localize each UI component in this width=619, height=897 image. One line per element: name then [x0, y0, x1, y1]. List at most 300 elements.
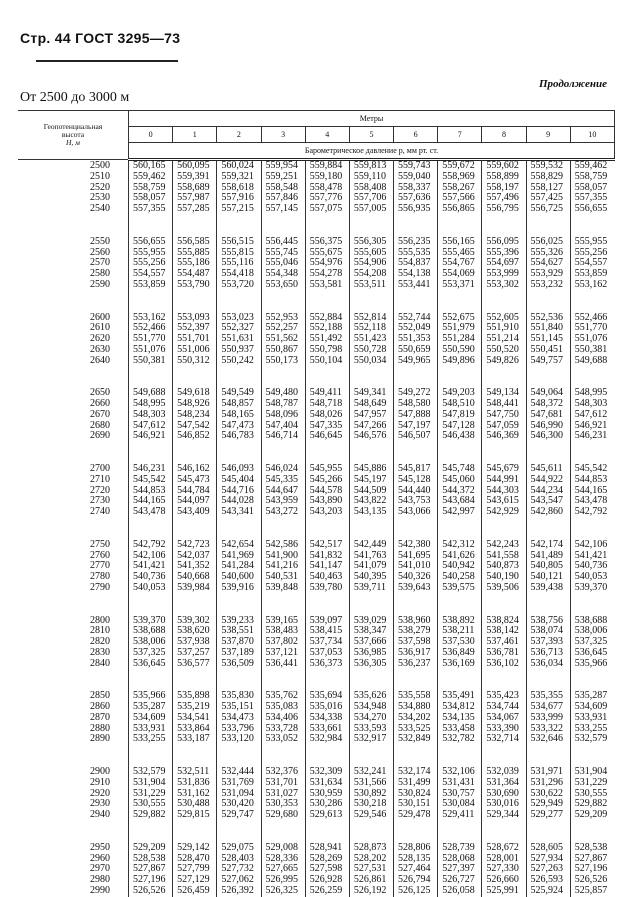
pressure-cell: 537,802	[261, 637, 305, 648]
spacer-cell	[570, 821, 614, 843]
pressure-cell: 560,095	[173, 160, 217, 172]
pressure-cell: 535,287	[570, 691, 614, 702]
height-cell: 2620	[90, 333, 110, 344]
height-cell: 2780	[90, 571, 110, 582]
spacer-cell	[173, 821, 217, 843]
pressure-cell: 544,922	[526, 475, 570, 486]
pressure-cell: 528,135	[394, 854, 438, 865]
pressure-cell: 546,783	[217, 431, 261, 442]
spacer-cell	[482, 291, 526, 313]
spacer-cell	[438, 594, 482, 616]
table-row	[18, 648, 615, 659]
height-cell: 2990	[90, 884, 110, 896]
pressure-cell: 548,926	[173, 399, 217, 410]
column-header: 0	[129, 127, 173, 143]
pressure-cell: 535,016	[305, 702, 349, 713]
pressure-cell: 529,411	[438, 810, 482, 821]
group-spacer	[18, 215, 615, 237]
table-row	[18, 583, 615, 594]
spacer-cell	[305, 745, 349, 767]
pressure-cell: 546,369	[482, 431, 526, 442]
height-cell: 2570	[90, 257, 110, 269]
pressure-cell: 540,258	[438, 572, 482, 583]
height-cell: 2560	[90, 246, 110, 258]
spacer-cell	[438, 821, 482, 843]
height-cell: 2820	[90, 636, 110, 647]
pressure-cell: 551,770	[570, 323, 614, 334]
pressure-cell: 529,209	[129, 843, 173, 854]
pressure-cell: 529,277	[526, 810, 570, 821]
pressure-cell: 546,093	[217, 464, 261, 475]
height-cell: 2790	[90, 581, 110, 593]
height-cell: 2740	[90, 506, 110, 517]
pressure-cell: 546,852	[173, 431, 217, 442]
pressure-cell: 531,296	[526, 778, 570, 789]
pressure-cell: 532,241	[349, 767, 393, 778]
height-cell: 2690	[90, 430, 110, 442]
pressure-cell: 537,530	[438, 637, 482, 648]
pressure-cell: 550,381	[570, 345, 614, 356]
pressure-cell: 552,397	[173, 323, 217, 334]
pressure-cell: 533,390	[482, 724, 526, 735]
pressure-cell: 534,609	[570, 702, 614, 713]
pressure-cell: 541,489	[526, 551, 570, 562]
pressure-cell: 548,510	[438, 399, 482, 410]
pressure-cell: 555,815	[217, 248, 261, 259]
pressure-cell: 537,870	[217, 637, 261, 648]
pressure-cell: 538,483	[261, 626, 305, 637]
spacer-cell	[261, 215, 305, 237]
pressure-cell: 528,605	[526, 843, 570, 854]
table-row	[18, 160, 615, 172]
pressure-cell: 526,125	[394, 886, 438, 897]
pressure-cell: 537,666	[349, 637, 393, 648]
column-header: 10	[570, 127, 614, 143]
pressure-cell: 534,067	[482, 713, 526, 724]
spacer-cell	[217, 594, 261, 616]
pressure-cell: 546,921	[570, 421, 614, 432]
spacer-cell	[438, 442, 482, 464]
pressure-cell: 529,209	[570, 810, 614, 821]
pressure-cell: 530,555	[570, 789, 614, 800]
pressure-cell: 551,492	[305, 334, 349, 345]
pressure-cell: 556,655	[570, 204, 614, 215]
pressure-cell: 553,999	[482, 269, 526, 280]
spacer-cell	[129, 821, 173, 843]
height-cell: 2940	[90, 809, 110, 820]
spacer-cell	[18, 669, 129, 691]
pressure-cell: 537,598	[394, 637, 438, 648]
table-body	[18, 160, 615, 897]
height-cell: 2500	[90, 159, 110, 171]
pressure-cell: 536,645	[570, 648, 614, 659]
table-row	[18, 410, 615, 421]
height-cell: 2850	[90, 690, 110, 702]
pressure-cell: 558,127	[526, 183, 570, 194]
height-cell: 2720	[90, 484, 110, 496]
pressure-cell: 541,216	[261, 561, 305, 572]
pressure-cell: 552,327	[217, 323, 261, 334]
pressure-cell: 545,611	[526, 464, 570, 475]
pressure-cell: 554,278	[305, 269, 349, 280]
pressure-cell: 554,557	[129, 269, 173, 280]
pressure-cell: 532,782	[438, 734, 482, 745]
pressure-cell: 551,631	[217, 334, 261, 345]
pressure-cell: 540,805	[526, 561, 570, 572]
pressure-cell: 537,325	[570, 637, 614, 648]
range-title: От 2500 до 3000 м	[20, 90, 130, 105]
pressure-cell: 557,355	[570, 193, 614, 204]
pressure-cell: 533,458	[438, 724, 482, 735]
pressure-cell: 557,215	[217, 204, 261, 215]
pressure-cell: 550,381	[129, 356, 173, 367]
pressure-cell: 542,792	[129, 540, 173, 551]
height-cell: 2530	[90, 192, 110, 204]
pressure-cell: 556,935	[394, 204, 438, 215]
pressure-cell: 554,976	[305, 258, 349, 269]
pressure-cell: 551,006	[173, 345, 217, 356]
header-rule	[36, 60, 178, 62]
spacer-cell	[261, 442, 305, 464]
pressure-cell: 545,473	[173, 475, 217, 486]
pressure-cell: 526,392	[217, 886, 261, 897]
pressure-cell: 529,882	[570, 799, 614, 810]
pressure-cell: 536,645	[129, 659, 173, 670]
pressure-cell: 553,093	[173, 313, 217, 324]
column-header: 2	[217, 127, 261, 143]
pressure-cell: 530,286	[305, 799, 349, 810]
pressure-cell: 549,896	[438, 356, 482, 367]
spacer-cell	[570, 291, 614, 313]
pressure-cell: 535,491	[438, 691, 482, 702]
spacer-cell	[173, 215, 217, 237]
pressure-cell: 535,083	[261, 702, 305, 713]
table-row	[18, 713, 615, 724]
pressure-cell: 558,829	[526, 172, 570, 183]
pressure-cell: 540,395	[349, 572, 393, 583]
height-cell: 2680	[90, 419, 110, 431]
spacer-cell	[18, 821, 129, 843]
pressure-cell: 541,079	[349, 561, 393, 572]
spacer-cell	[438, 291, 482, 313]
spacer-cell	[570, 594, 614, 616]
pressure-cell: 559,743	[394, 160, 438, 172]
pressure-cell: 532,849	[394, 734, 438, 745]
pressure-cell: 558,057	[129, 193, 173, 204]
spacer-cell	[217, 291, 261, 313]
pressure-cell: 547,957	[349, 410, 393, 421]
pressure-cell: 542,517	[305, 540, 349, 551]
pressure-cell: 535,355	[526, 691, 570, 702]
pressure-cell: 548,303	[570, 399, 614, 410]
spacer-cell	[482, 821, 526, 843]
pressure-cell: 551,214	[482, 334, 526, 345]
pressure-cell: 546,024	[261, 464, 305, 475]
spacer-cell	[305, 215, 349, 237]
pressure-cell: 552,953	[261, 313, 305, 324]
column-header: 1	[173, 127, 217, 143]
pressure-cell: 550,728	[349, 345, 393, 356]
pressure-cell: 530,824	[394, 789, 438, 800]
pressure-cell: 541,900	[261, 551, 305, 562]
pressure-cell: 529,613	[305, 810, 349, 821]
pressure-cell: 556,725	[526, 204, 570, 215]
pressure-cell: 553,371	[438, 280, 482, 291]
spacer-cell	[570, 745, 614, 767]
spacer-cell	[129, 594, 173, 616]
pressure-cell: 550,659	[394, 345, 438, 356]
pressure-cell: 529,142	[173, 843, 217, 854]
pressure-cell: 556,025	[526, 237, 570, 248]
spacer-cell	[526, 518, 570, 540]
pressure-cell: 534,948	[349, 702, 393, 713]
spacer-cell	[394, 442, 438, 464]
height-cell: 2910	[90, 776, 110, 788]
spacer-cell	[394, 291, 438, 313]
table-row	[18, 172, 615, 183]
pressure-cell: 541,352	[173, 561, 217, 572]
pressure-cell: 527,799	[173, 864, 217, 875]
group-spacer	[18, 442, 615, 464]
pressure-cell: 555,256	[570, 248, 614, 259]
spacer-cell	[217, 821, 261, 843]
height-cell: 2660	[90, 398, 110, 409]
pressure-cell: 552,049	[394, 323, 438, 334]
pressure-cell: 531,701	[261, 778, 305, 789]
pressure-cell: 551,284	[438, 334, 482, 345]
pressure-cell: 543,753	[394, 496, 438, 507]
height-cell: 2580	[90, 268, 110, 279]
pressure-cell: 551,979	[438, 323, 482, 334]
pressure-cell: 543,822	[349, 496, 393, 507]
pressure-cell: 540,873	[482, 561, 526, 572]
pressure-cell: 544,097	[173, 496, 217, 507]
spacer-cell	[482, 366, 526, 388]
pressure-cell: 551,840	[526, 323, 570, 334]
pressure-cell: 554,138	[394, 269, 438, 280]
table-row	[18, 345, 615, 356]
pressure-cell: 554,906	[349, 258, 393, 269]
pressure-cell: 536,305	[349, 659, 393, 670]
pressure-cell: 548,026	[305, 410, 349, 421]
pressure-cell: 553,929	[526, 269, 570, 280]
pressure-cell: 560,024	[217, 160, 261, 172]
pressure-cell: 532,646	[526, 734, 570, 745]
pressure-cell: 534,541	[173, 713, 217, 724]
spacer-cell	[349, 821, 393, 843]
pressure-cell: 533,999	[526, 713, 570, 724]
pressure-cell: 531,904	[570, 767, 614, 778]
pressure-cell: 548,165	[217, 410, 261, 421]
pressure-cell: 538,892	[438, 616, 482, 627]
spacer-cell	[261, 669, 305, 691]
pressure-cell: 542,312	[438, 540, 482, 551]
spacer-cell	[349, 215, 393, 237]
pressure-cell: 532,444	[217, 767, 261, 778]
pressure-cell: 557,566	[438, 193, 482, 204]
height-cell: 2870	[90, 711, 110, 723]
pressure-cell: 555,046	[261, 258, 305, 269]
pressure-cell: 533,322	[526, 724, 570, 735]
pressure-cell: 533,864	[173, 724, 217, 735]
pressure-cell: 555,955	[570, 237, 614, 248]
pressure-cell: 531,904	[129, 778, 173, 789]
pressure-cell: 531,971	[526, 767, 570, 778]
pressure-cell: 553,511	[349, 280, 393, 291]
group-spacer	[18, 366, 615, 388]
pressure-cell: 550,242	[217, 356, 261, 367]
pressure-cell: 526,794	[394, 875, 438, 886]
pressure-cell: 559,321	[217, 172, 261, 183]
pressure-cell: 535,423	[482, 691, 526, 702]
pressure-cell: 539,780	[305, 583, 349, 594]
pressure-cell: 549,134	[482, 388, 526, 399]
pressure-cell: 542,860	[526, 507, 570, 518]
pressure-cell: 545,542	[129, 475, 173, 486]
pressure-cell: 553,790	[173, 280, 217, 291]
spacer-cell	[570, 442, 614, 464]
pressure-cell: 533,661	[305, 724, 349, 735]
spacer-cell	[217, 745, 261, 767]
pressure-cell: 541,763	[349, 551, 393, 562]
table-row	[18, 280, 615, 291]
pressure-cell: 549,965	[394, 356, 438, 367]
pressure-cell: 530,555	[129, 799, 173, 810]
pressure-cell: 546,990	[526, 421, 570, 432]
pressure-cell: 544,165	[570, 486, 614, 497]
spacer-cell	[129, 442, 173, 464]
spacer-cell	[570, 669, 614, 691]
pressure-cell: 540,736	[570, 561, 614, 572]
pressure-cell: 539,916	[217, 583, 261, 594]
pressure-cell: 552,675	[438, 313, 482, 324]
pressure-cell: 558,899	[482, 172, 526, 183]
pressure-cell: 544,853	[570, 475, 614, 486]
pressure-cell: 539,575	[438, 583, 482, 594]
pressure-cell: 527,129	[173, 875, 217, 886]
pressure-cell: 544,165	[129, 496, 173, 507]
pressure-cell: 542,380	[394, 540, 438, 551]
pressure-cell: 551,770	[129, 334, 173, 345]
pressure-cell: 539,711	[349, 583, 393, 594]
height-cell: 2750	[90, 538, 110, 550]
spacer-cell	[438, 215, 482, 237]
spacer-cell	[305, 594, 349, 616]
pressure-cell: 535,966	[129, 691, 173, 702]
pressure-cell: 537,121	[261, 648, 305, 659]
pressure-cell: 549,272	[394, 388, 438, 399]
pressure-cell: 534,609	[129, 713, 173, 724]
pressure-cell: 546,576	[349, 431, 393, 442]
pressure-cell: 546,300	[526, 431, 570, 442]
pressure-cell: 526,058	[438, 886, 482, 897]
spacer-cell	[129, 291, 173, 313]
pressure-cell: 546,921	[129, 431, 173, 442]
spacer-cell	[129, 745, 173, 767]
pressure-cell: 533,796	[217, 724, 261, 735]
spacer-cell	[394, 215, 438, 237]
pressure-cell: 559,462	[129, 172, 173, 183]
spacer-cell	[438, 518, 482, 540]
spacer-cell	[18, 442, 129, 464]
spacer-cell	[305, 442, 349, 464]
spacer-cell	[438, 745, 482, 767]
column-header: 8	[482, 127, 526, 143]
pressure-cell: 553,859	[129, 280, 173, 291]
pressure-cell: 538,006	[129, 637, 173, 648]
pressure-cell: 533,255	[129, 734, 173, 745]
pressure-cell: 559,462	[570, 160, 614, 172]
pressure-cell: 554,767	[438, 258, 482, 269]
height-cell: 2960	[90, 852, 110, 864]
pressure-cell: 554,208	[349, 269, 393, 280]
pressure-header: Барометрическое давление p, мм рт. ст.	[129, 143, 615, 160]
table-row	[18, 475, 615, 486]
pressure-cell: 559,532	[526, 160, 570, 172]
pressure-cell: 556,165	[438, 237, 482, 248]
height-cell: 2970	[90, 863, 110, 875]
group-spacer	[18, 821, 615, 843]
spacer-cell	[394, 745, 438, 767]
pressure-cell: 525,857	[570, 886, 614, 897]
pressure-cell: 526,928	[305, 875, 349, 886]
page-header: Стр. 44 ГОСТ 3295—73	[20, 30, 181, 46]
pressure-cell: 530,084	[438, 799, 482, 810]
spacer-cell	[526, 745, 570, 767]
pressure-cell: 536,102	[482, 659, 526, 670]
table-row	[18, 843, 615, 854]
pressure-cell: 538,756	[526, 616, 570, 627]
pressure-cell: 549,688	[570, 356, 614, 367]
meters-header: Метры	[129, 111, 615, 127]
pressure-cell: 528,739	[438, 843, 482, 854]
column-header: 3	[261, 127, 305, 143]
pressure-cell: 534,473	[217, 713, 261, 724]
pressure-cell: 554,069	[438, 269, 482, 280]
pressure-cell: 543,959	[261, 496, 305, 507]
pressure-cell: 556,585	[173, 237, 217, 248]
spacer-cell	[173, 442, 217, 464]
pressure-cell: 552,744	[394, 313, 438, 324]
pressure-cell: 540,600	[217, 572, 261, 583]
pressure-cell: 544,647	[261, 486, 305, 497]
pressure-cell: 533,187	[173, 734, 217, 745]
pressure-cell: 555,535	[394, 248, 438, 259]
pressure-cell: 555,256	[129, 258, 173, 269]
pressure-cell: 544,028	[217, 496, 261, 507]
spacer-cell	[305, 366, 349, 388]
pressure-cell: 558,689	[173, 183, 217, 194]
pressure-cell: 527,665	[261, 864, 305, 875]
pressure-cell: 547,266	[349, 421, 393, 432]
pressure-cell: 542,037	[173, 551, 217, 562]
pressure-cell: 536,034	[526, 659, 570, 670]
height-cell: 2550	[90, 235, 110, 247]
pressure-cell: 540,531	[261, 572, 305, 583]
pressure-cell: 546,507	[394, 431, 438, 442]
column-header: 7	[438, 127, 482, 143]
pressure-cell: 527,263	[526, 864, 570, 875]
height-cell: 2670	[90, 408, 110, 420]
pressure-cell: 557,355	[129, 204, 173, 215]
pressure-cell: 538,006	[570, 626, 614, 637]
table-row	[18, 886, 615, 897]
spacer-cell	[129, 215, 173, 237]
pressure-cell: 541,421	[570, 551, 614, 562]
height-cell: 2700	[90, 463, 110, 474]
spacer-cell	[18, 594, 129, 616]
pressure-cell: 553,650	[261, 280, 305, 291]
